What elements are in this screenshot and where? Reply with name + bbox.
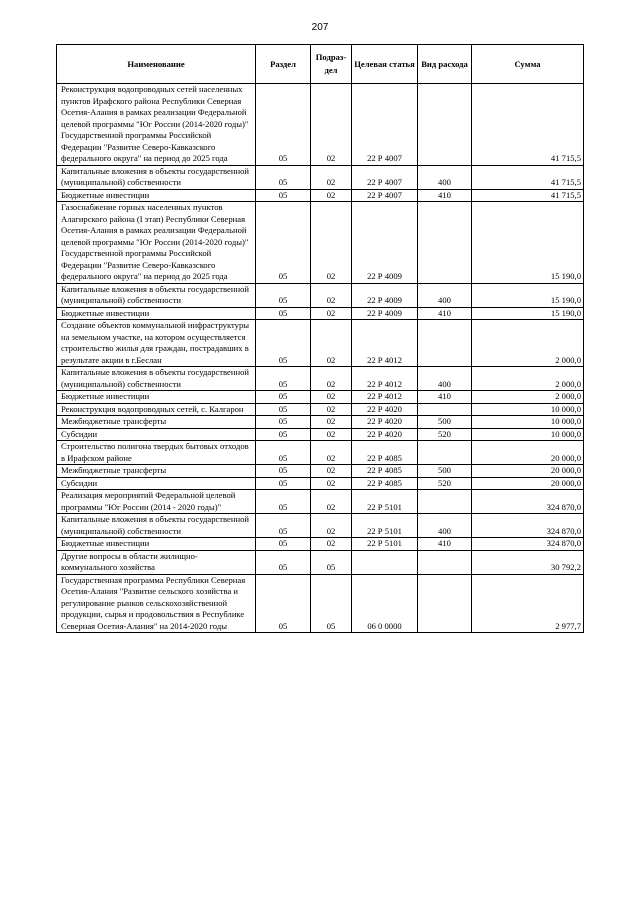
row-statya: 22 Р 4007 xyxy=(352,165,418,189)
row-vid xyxy=(418,84,472,166)
row-podrazdel: 02 xyxy=(311,307,352,320)
row-statya: 22 Р 4085 xyxy=(352,477,418,490)
header-vid: Вид расхода xyxy=(418,45,472,84)
row-statya: 22 Р 4020 xyxy=(352,428,418,441)
row-razdel: 05 xyxy=(256,441,311,465)
row-name: Создание объектов коммунальной инфраструктуры на земельном участке, на котором осуществляется строительство жилья для граждан, пострадавших в результате акции в г.Беслан xyxy=(57,320,256,367)
row-vid: 400 xyxy=(418,165,472,189)
row-statya: 22 Р 5101 xyxy=(352,538,418,551)
table-row xyxy=(57,320,584,367)
table-row xyxy=(57,477,584,490)
row-summa: 324 870,0 xyxy=(472,538,584,551)
row-statya: 22 Р 4007 xyxy=(352,84,418,166)
row-razdel: 05 xyxy=(256,428,311,441)
row-podrazdel: 02 xyxy=(311,165,352,189)
table-row xyxy=(57,490,584,514)
row-razdel: 05 xyxy=(256,490,311,514)
row-summa: 10 000,0 xyxy=(472,428,584,441)
row-summa: 15 190,0 xyxy=(472,283,584,307)
budget-table xyxy=(56,44,584,633)
row-statya: 22 Р 4009 xyxy=(352,283,418,307)
row-name: Субсидии xyxy=(57,428,256,441)
page-number: 207 xyxy=(311,22,329,33)
table-row xyxy=(57,416,584,429)
row-name: Бюджетные инвестиции xyxy=(57,391,256,404)
row-summa: 2 000,0 xyxy=(472,367,584,391)
header-name: Наименование xyxy=(57,45,256,84)
row-podrazdel: 02 xyxy=(311,283,352,307)
row-vid: 520 xyxy=(418,477,472,490)
table-row xyxy=(57,538,584,551)
row-vid: 410 xyxy=(418,307,472,320)
row-razdel: 05 xyxy=(256,391,311,404)
row-vid xyxy=(418,320,472,367)
row-statya: 22 Р 4012 xyxy=(352,367,418,391)
table-row xyxy=(57,465,584,478)
table-row xyxy=(57,574,584,633)
row-podrazdel: 02 xyxy=(311,441,352,465)
table-row xyxy=(57,514,584,538)
header-row xyxy=(57,45,584,84)
row-summa: 20 000,0 xyxy=(472,465,584,478)
row-name: Реализация мероприятий Федеральной целевой программы "Юг России (2014 - 2020 годы)" xyxy=(57,490,256,514)
row-razdel: 05 xyxy=(256,477,311,490)
table-row xyxy=(57,391,584,404)
row-statya: 22 Р 4009 xyxy=(352,202,418,284)
row-podrazdel: 02 xyxy=(311,416,352,429)
row-summa: 41 715,5 xyxy=(472,165,584,189)
row-statya: 22 Р 4007 xyxy=(352,189,418,202)
header-summa: Сумма xyxy=(472,45,584,84)
table-row xyxy=(57,403,584,416)
row-podrazdel: 02 xyxy=(311,202,352,284)
row-statya: 06 0 0000 xyxy=(352,574,418,633)
row-vid xyxy=(418,202,472,284)
row-summa: 2 977,7 xyxy=(472,574,584,633)
header-podrazdel: Подраз-дел xyxy=(311,45,352,84)
row-name: Межбюджетные трансферты xyxy=(57,416,256,429)
row-razdel: 05 xyxy=(256,416,311,429)
row-name: Бюджетные инвестиции xyxy=(57,189,256,202)
row-summa: 41 715,5 xyxy=(472,84,584,166)
row-summa: 41 715,5 xyxy=(472,189,584,202)
table-row xyxy=(57,283,584,307)
row-name: Капитальные вложения в объекты государственной (муниципальной) собственности xyxy=(57,367,256,391)
row-statya: 22 Р 4009 xyxy=(352,307,418,320)
row-summa: 10 000,0 xyxy=(472,416,584,429)
row-vid xyxy=(418,574,472,633)
table-row xyxy=(57,84,584,166)
row-vid: 500 xyxy=(418,465,472,478)
table-row xyxy=(57,307,584,320)
row-vid xyxy=(418,490,472,514)
row-name: Капитальные вложения в объекты государственной (муниципальной) собственности xyxy=(57,283,256,307)
row-podrazdel: 02 xyxy=(311,320,352,367)
row-podrazdel: 05 xyxy=(311,574,352,633)
row-summa: 324 870,0 xyxy=(472,490,584,514)
row-vid: 410 xyxy=(418,538,472,551)
row-razdel: 05 xyxy=(256,367,311,391)
row-podrazdel: 02 xyxy=(311,84,352,166)
row-podrazdel: 02 xyxy=(311,189,352,202)
row-statya: 22 Р 4020 xyxy=(352,403,418,416)
row-razdel: 05 xyxy=(256,283,311,307)
row-podrazdel: 02 xyxy=(311,538,352,551)
row-vid: 400 xyxy=(418,514,472,538)
table-row xyxy=(57,550,584,574)
row-razdel: 05 xyxy=(256,514,311,538)
row-razdel: 05 xyxy=(256,465,311,478)
row-summa: 10 000,0 xyxy=(472,403,584,416)
row-statya: 22 Р 4012 xyxy=(352,391,418,404)
row-razdel: 05 xyxy=(256,189,311,202)
table-row xyxy=(57,441,584,465)
row-razdel: 05 xyxy=(256,550,311,574)
table-row xyxy=(57,189,584,202)
row-razdel: 05 xyxy=(256,320,311,367)
row-name: Государственная программа Республики Северная Осетия-Алания "Развитие сельского хозяйства и регулирование рынков сельскохозяйственной продукции, сырья и продовольствия в Республике Северная Осетия-Алания" на 2014-2020 годы xyxy=(57,574,256,633)
row-name: Бюджетные инвестиции xyxy=(57,307,256,320)
row-summa: 324 870,0 xyxy=(472,514,584,538)
row-podrazdel: 02 xyxy=(311,477,352,490)
row-razdel: 05 xyxy=(256,165,311,189)
row-summa: 30 792,2 xyxy=(472,550,584,574)
row-name: Бюджетные инвестиции xyxy=(57,538,256,551)
row-podrazdel: 02 xyxy=(311,490,352,514)
row-name: Субсидии xyxy=(57,477,256,490)
row-statya: 22 Р 4020 xyxy=(352,416,418,429)
row-summa: 15 190,0 xyxy=(472,202,584,284)
row-razdel: 05 xyxy=(256,538,311,551)
row-vid xyxy=(418,550,472,574)
table-row xyxy=(57,202,584,284)
row-summa: 20 000,0 xyxy=(472,477,584,490)
row-name: Межбюджетные трансферты xyxy=(57,465,256,478)
row-podrazdel: 02 xyxy=(311,403,352,416)
row-vid xyxy=(418,403,472,416)
row-statya xyxy=(352,550,418,574)
row-razdel: 05 xyxy=(256,403,311,416)
row-podrazdel: 02 xyxy=(311,367,352,391)
row-razdel: 05 xyxy=(256,202,311,284)
row-podrazdel: 05 xyxy=(311,550,352,574)
table-row xyxy=(57,165,584,189)
row-summa: 2 000,0 xyxy=(472,391,584,404)
row-razdel: 05 xyxy=(256,84,311,166)
table-body xyxy=(57,84,584,633)
row-podrazdel: 02 xyxy=(311,391,352,404)
row-statya: 22 Р 4085 xyxy=(352,465,418,478)
row-statya: 22 Р 5101 xyxy=(352,514,418,538)
row-name: Реконструкция водопроводных сетей населенных пунктов Ирафского района Республики Северная Осетия-Алания в рамках реализации Федеральной целевой программы "Юг России (2014-2020 годы)" Государственной программы Российской Федерации "Развитие Северо-Кавказского федерального округа" на период до 2025 года xyxy=(57,84,256,166)
row-summa: 15 190,0 xyxy=(472,307,584,320)
row-podrazdel: 02 xyxy=(311,465,352,478)
row-vid xyxy=(418,441,472,465)
row-summa: 20 000,0 xyxy=(472,441,584,465)
header-statya: Целевая статья xyxy=(352,45,418,84)
table-row xyxy=(57,367,584,391)
row-razdel: 05 xyxy=(256,307,311,320)
row-vid: 400 xyxy=(418,283,472,307)
row-razdel: 05 xyxy=(256,574,311,633)
table-row xyxy=(57,428,584,441)
row-name: Газоснабжение горных населенных пунктов Алагирского района (I этап) Республики Северная Осетия-Алания в рамках реализации Федеральной целевой программы "Юг России (2014-2020 годы)" Государственной программы Российской Федерации "Развитие Северо-Кавказского федерального округа" на период до 2025 года xyxy=(57,202,256,284)
row-vid: 410 xyxy=(418,189,472,202)
row-name: Строительство полигона твердых бытовых отходов в Ирафском районе xyxy=(57,441,256,465)
row-podrazdel: 02 xyxy=(311,514,352,538)
row-name: Капитальные вложения в объекты государственной (муниципальной) собственности xyxy=(57,514,256,538)
row-vid: 520 xyxy=(418,428,472,441)
row-statya: 22 Р 5101 xyxy=(352,490,418,514)
row-podrazdel: 02 xyxy=(311,428,352,441)
row-name: Другие вопросы в области жилищно-коммунального хозяйства xyxy=(57,550,256,574)
row-statya: 22 Р 4085 xyxy=(352,441,418,465)
row-name: Капитальные вложения в объекты государственной (муниципальной) собственности xyxy=(57,165,256,189)
row-vid: 500 xyxy=(418,416,472,429)
row-statya: 22 Р 4012 xyxy=(352,320,418,367)
row-summa: 2 000,0 xyxy=(472,320,584,367)
row-vid: 410 xyxy=(418,391,472,404)
row-vid: 400 xyxy=(418,367,472,391)
row-name: Реконструкция водопроводных сетей, с. Калгарон xyxy=(57,403,256,416)
header-razdel: Раздел xyxy=(256,45,311,84)
